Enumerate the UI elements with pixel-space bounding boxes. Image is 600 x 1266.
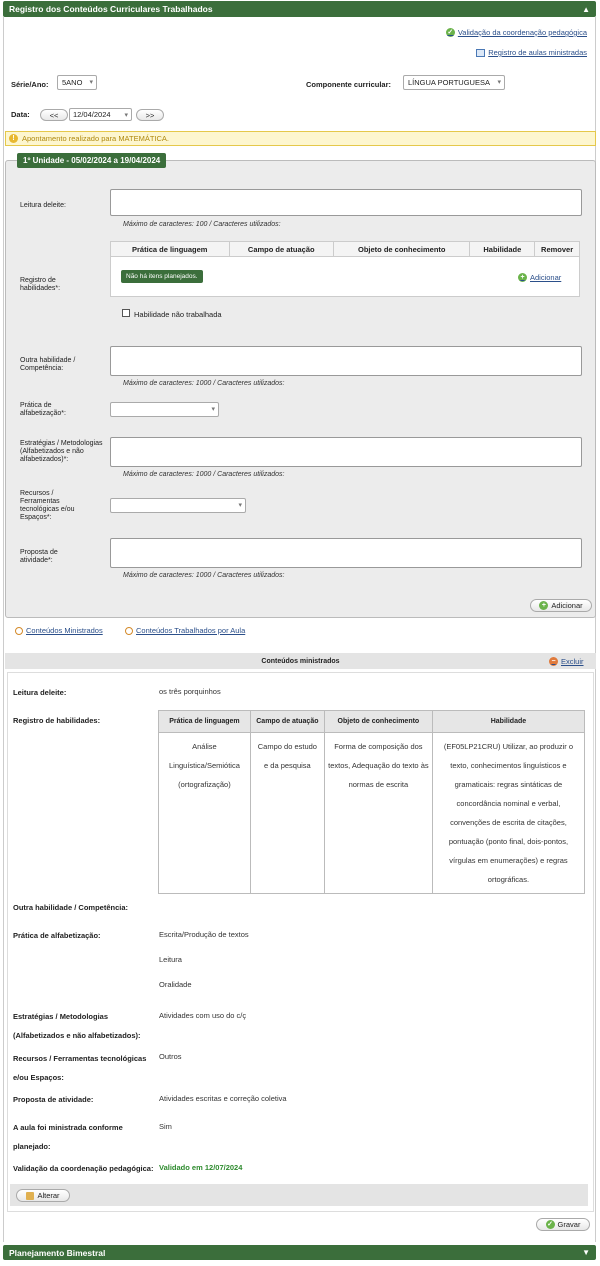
prev-date-button[interactable]: << (40, 109, 68, 121)
r-outra-label: Outra habilidade / Competência: (13, 903, 129, 912)
estrategias-hint: Máximo de caracteres: 1000 / Caracteres utilizados: (123, 471, 285, 478)
r-pratica-value-1: Escrita/Produção de textos (159, 930, 249, 939)
mt-th-habilidade: Habilidade (432, 711, 584, 733)
th-habilidade: Habilidade (470, 242, 535, 256)
table-row (159, 733, 585, 894)
r-aula-value: Sim (159, 1122, 172, 1131)
r-validacao-value: Validado em 12/07/2024 (159, 1163, 243, 1172)
habilidades-table (110, 241, 580, 297)
mt-th-campo: Campo de atuação (250, 711, 324, 733)
gravar-button[interactable]: ✓ Gravar (536, 1218, 590, 1231)
edit-icon (26, 1192, 34, 1200)
conteudos-por-aula-link[interactable]: Conteúdos Trabalhados por Aula (125, 626, 245, 635)
outra-textarea[interactable] (110, 346, 582, 376)
habilidade-nao-trabalhada-checkbox[interactable] (122, 309, 130, 317)
calendar-icon (476, 49, 485, 57)
serie-label: Série/Ano: (11, 80, 49, 89)
r-recursos-value: Outros (159, 1052, 182, 1061)
conteudos-ministrados-link[interactable]: Conteúdos Ministrados (15, 626, 103, 635)
search-icon (125, 627, 133, 635)
r-pratica-value-2: Leitura (159, 955, 182, 964)
mt-pratica: Análise Linguística/Semiótica (ortografização) (159, 733, 251, 894)
checkbox-label: Habilidade não trabalhada (134, 310, 222, 319)
r-pratica-value-3: Oralidade (159, 980, 192, 989)
r-leitura-label: Leitura deleite: (13, 688, 67, 697)
plus-icon: + (518, 273, 527, 282)
warning-icon: ! (9, 134, 18, 143)
r-recursos-label-1: Recursos / Ferramentas tecnológicas (13, 1054, 147, 1063)
expand-icon[interactable]: ▼ (582, 1248, 590, 1257)
date-input[interactable]: 12/04/2024 ▾ (69, 108, 132, 121)
mt-th-objeto: Objeto de conhecimento (324, 711, 432, 733)
adicionar-button[interactable]: + Adicionar (530, 599, 592, 612)
section-header-registro[interactable] (3, 1, 596, 17)
recursos-select[interactable] (110, 498, 246, 513)
section-title: Registro dos Conteúdos Curriculares Trabalhados (9, 4, 213, 14)
mt-habilidade: (EF05LP21CRU) Utilizar, ao produzir o texto, conhecimentos linguísticos e gramaticais: regras sintáticas de concordância nominal e verbal, convenções de escrita de citações, pontuação (ponto final, dois-pontos, vírgulas em enumerações) e regras ortográficas. (432, 733, 584, 894)
validacao-link[interactable]: ✓ Validação da coordenação pedagógica (447, 28, 587, 37)
r-aula-label-2: planejado: (13, 1142, 51, 1151)
unit-title: 1º Unidade - 05/02/2024 a 19/04/2024 (17, 153, 166, 168)
check-icon: ✓ (547, 1221, 553, 1228)
ministrados-table (158, 710, 585, 894)
plus-icon: + (539, 601, 548, 610)
estrategias-label: Estratégias / Metodologias (Alfabetizados e não alfabetizados)*: (20, 440, 103, 463)
proposta-label: Proposta de atividade*: (20, 549, 58, 564)
empty-message: Não há itens planejados. (121, 270, 203, 283)
notice-banner: ! Apontamento realizado para MATEMÁTICA. (5, 131, 596, 146)
r-leitura-value: os três porquinhos (159, 687, 221, 696)
leitura-hint: Máximo de caracteres: 100 / Caracteres utilizados: (123, 221, 281, 228)
mt-objeto: Forma de composição dos textos, Adequação do texto às normas de escrita (324, 733, 432, 894)
leitura-textarea[interactable] (110, 189, 582, 216)
th-remover: Remover (541, 244, 574, 254)
leitura-label: Leitura deleite: (20, 202, 66, 209)
check-icon: ✓ (447, 29, 454, 36)
section-header-planejamento[interactable] (3, 1245, 596, 1260)
minus-icon: − (549, 657, 558, 666)
r-registro-label: Registro de habilidades: (13, 716, 101, 725)
componente-select[interactable]: LÍNGUA PORTUGUESA ▾ (403, 75, 505, 90)
r-validacao-label: Validação da coordenação pedagógica: (13, 1164, 154, 1173)
registro-aulas-link[interactable]: Registro de aulas ministradas (476, 48, 587, 57)
registro-label: Registro de habilidades*: (20, 277, 61, 292)
recursos-label: Recursos / Ferramentas tecnológicas e/ou Espaços*: (20, 490, 75, 521)
serie-select[interactable]: 5ANO ▾ (57, 75, 97, 90)
r-proposta-label: Proposta de atividade: (13, 1095, 94, 1104)
r-pratica-label: Prática de alfabetização: (13, 931, 101, 940)
r-aula-label-1: A aula foi ministrada conforme (13, 1123, 123, 1132)
th-pratica: Prática de linguagem (111, 242, 230, 256)
proposta-hint: Máximo de caracteres: 1000 / Caracteres utilizados: (123, 572, 285, 579)
alterar-button[interactable]: Alterar (16, 1189, 70, 1202)
pratica-label: Prática de alfabetização*: (20, 402, 66, 417)
mt-campo: Campo do estudo e da pesquisa (250, 733, 324, 894)
estrategias-textarea[interactable] (110, 437, 582, 467)
r-estrategias-value: Atividades com uso do c/ç (159, 1011, 247, 1020)
componente-label: Componente curricular: (306, 80, 392, 89)
th-objeto: Objeto de conhecimento (334, 242, 470, 256)
next-date-button[interactable]: >> (136, 109, 164, 121)
mt-th-pratica: Prática de linguagem (159, 711, 251, 733)
outra-label: Outra habilidade / Competência: (20, 357, 76, 372)
search-icon (15, 627, 23, 635)
ministrados-header: Conteúdos ministrados (5, 653, 596, 669)
r-estrategias-label-1: Estratégias / Metodologias (13, 1012, 109, 1021)
r-recursos-label-2: e/ou Espaços: (13, 1073, 64, 1082)
excluir-link[interactable]: − Excluir (549, 657, 584, 666)
collapse-icon[interactable]: ▲ (582, 4, 590, 14)
r-proposta-value: Atividades escritas e correção coletiva (159, 1094, 287, 1103)
section-title: Planejamento Bimestral (9, 1247, 106, 1258)
r-estrategias-label-2: (Alfabetizados e não alfabetizados): (13, 1031, 141, 1040)
th-campo: Campo de atuação (230, 242, 335, 256)
outra-hint: Máximo de caracteres: 1000 / Caracteres utilizados: (123, 380, 285, 387)
data-label: Data: (11, 110, 30, 119)
alterar-bar (10, 1184, 588, 1206)
pratica-select[interactable] (110, 402, 219, 417)
proposta-textarea[interactable] (110, 538, 582, 568)
adicionar-habilidade-link[interactable]: + Adicionar (518, 273, 561, 282)
